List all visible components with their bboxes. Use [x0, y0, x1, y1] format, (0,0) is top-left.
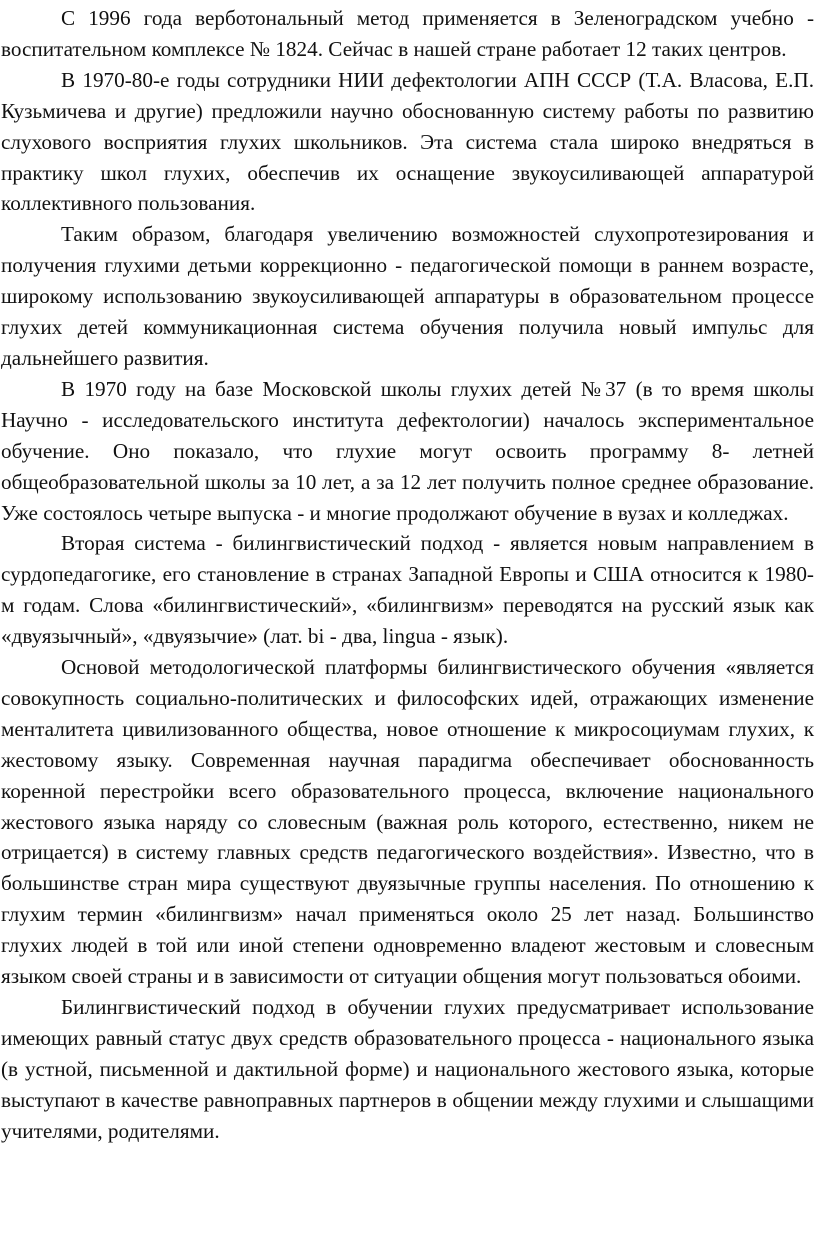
paragraph-bilingual-education: Билингвистический подход в обучении глухих предусматривает использование имеющих равный статус двух средств образовательного процесса - национального языка (в устной, письменной и дактильной форме) и национального жестового языка, которые выступают в качестве равноправных партнеров в общении между глухими и слышащими учителями, родителями. — [1, 995, 814, 1143]
paragraph-hearing-aids: Таким образом, благодаря увеличению возможностей слухопротезирования и получения глухими детьми коррекционно - педагогической помощи в раннем возрасте, широкому использованию звукоусиливающей аппаратуры в образовательном процессе глухих детей коммуникационная система обучения получила новый импульс для дальнейшего развития. — [1, 222, 814, 370]
paragraph-verbotonal-method: С 1996 года верботональный метод применяется в Зеленоградском учебно - воспитательном комплексе № 1824. Сейчас в нашей стране работает 12 таких центров. — [1, 6, 814, 61]
paragraph-moscow-school: В 1970 году на базе Московской школы глухих детей №37 (в то время школы Научно - исследовательского института дефектологии) началось экспериментальное обучение. Оно показало, что глухие могут освоить программу 8- летней общеобразовательной школы за 10 лет, а за 12 лет получить полное среднее образование. Уже состоялось четыре выпуска - и многие продолжают обучение в вузах и колледжах. — [1, 376, 814, 525]
document-page — [1, 3, 814, 1147]
paragraph-methodology: Основой методологической платформы билингвистического обучения «является совокупность социально-политических и философских идей, отражающих изменение менталитета цивилизованного общества, новое отношение к микросоциумам глухих, к жестовому языку. Современная научная парадигма обеспечивает обоснованность коренной перестройки всего образовательного процесса, включение национального жестового языка наряду со словесным (важная роль которого, естественно, никем не отрицается) в систему главных средств педагогического воздействия». Известно, что в большинстве стран мира существуют двуязычные группы населения. По отношению к глухим термин «билингвизм» начал применяться около 25 лет назад. Большинство глухих людей в той или иной степени одновременно владеют жестовым и словесным языком своей страны и в зависимости от ситуации общения могут пользоваться обоими. — [1, 655, 814, 989]
paragraph-bilingual-approach: Вторая система - билингвистический подход - является новым направлением в сурдопедагогике, его становление в странах Западной Европы и США относится к 1980-м годам. Слова «билингвистический», «билингвизм» переводятся на русский язык как «двуязычный», «двуязычие» (лат. bi - два, lingua - язык). — [1, 531, 814, 649]
paragraph-nii-defectology: В 1970-80-е годы сотрудники НИИ дефектологии АПН СССР (Т.А. Власова, Е.П. Кузьмичева и другие) предложили научно обоснованную систему работы по развитию слухового восприятия глухих школьников. Эта система стала широко внедряться в практику школ глухих, обеспечив их оснащение звукоусиливающей аппаратурой коллективного пользования. — [1, 67, 814, 216]
